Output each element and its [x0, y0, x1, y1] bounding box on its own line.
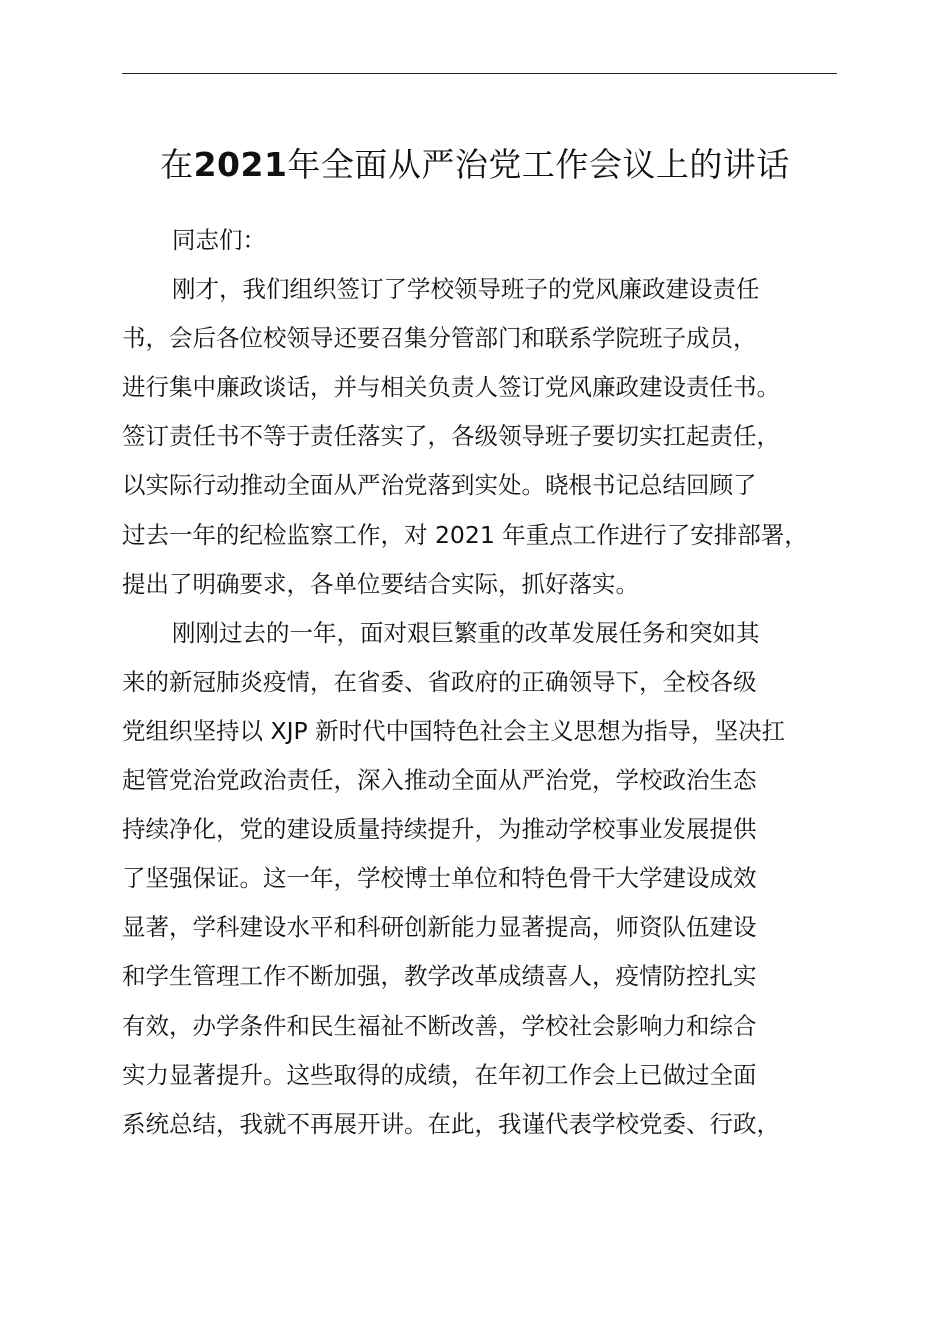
- text-line: 进行集中廉政谈话，并与相关负责人签订党风廉政建设责任书。: [122, 373, 780, 402]
- text-line: 签订责任书不等于责任落实了，各级领导班子要切实扛起责任，: [122, 422, 780, 451]
- text-line: 持续净化，党的建设质量持续提升，为推动学校事业发展提供: [122, 815, 757, 844]
- title-prefix: 在: [160, 145, 194, 184]
- text-line: 刚刚过去的一年，面对艰巨繁重的改革发展任务和突如其: [172, 618, 760, 647]
- text-line: 以实际行动推动全面从严治党落到实处。晓根书记总结回顾了: [122, 471, 757, 500]
- text-line: 来的新冠肺炎疫情，在省委、省政府的正确领导下，全校各级: [122, 667, 757, 696]
- text-line: 党组织坚持以 XJP 新时代中国特色社会主义思想为指导，坚决扛: [122, 716, 786, 745]
- text-line: 和学生管理工作不断加强，教学改革成绩喜人，疫情防控扎实: [122, 962, 757, 991]
- text-line: 了坚强保证。这一年，学校博士单位和特色骨干大学建设成效: [122, 864, 757, 893]
- text-line: 实力显著提升。这些取得的成绩，在年初工作会上已做过全面: [122, 1060, 757, 1089]
- text-line: 起管党治党政治责任，深入推动全面从严治党，学校政治生态: [122, 766, 757, 795]
- page-title: [0, 140, 950, 190]
- text-line: 同志们：: [172, 226, 266, 254]
- header-rule: [122, 73, 837, 74]
- text-line: 刚才，我们组织签订了学校领导班子的党风廉政建设责任: [172, 275, 760, 304]
- text-line: 显著，学科建设水平和科研创新能力显著提高，师资队伍建设: [122, 913, 757, 942]
- text-line: 提出了明确要求，各单位要结合实际，抓好落实。: [122, 569, 639, 598]
- text-line: 过去一年的纪检监察工作，对 2021 年重点工作进行了安排部署，: [122, 520, 808, 549]
- text-line: 书，会后各位校领导还要召集分管部门和联系学院班子成员，: [122, 324, 757, 353]
- title-suffix: 年全面从严治党工作会议上的讲话: [287, 145, 790, 184]
- title-year: 2021: [193, 145, 288, 184]
- speech-body: [122, 216, 838, 1149]
- text-line: 系统总结，我就不再展开讲。在此，我谨代表学校党委、行政，: [122, 1109, 780, 1138]
- text-line: 有效，办学条件和民生福祉不断改善，学校社会影响力和综合: [122, 1011, 757, 1040]
